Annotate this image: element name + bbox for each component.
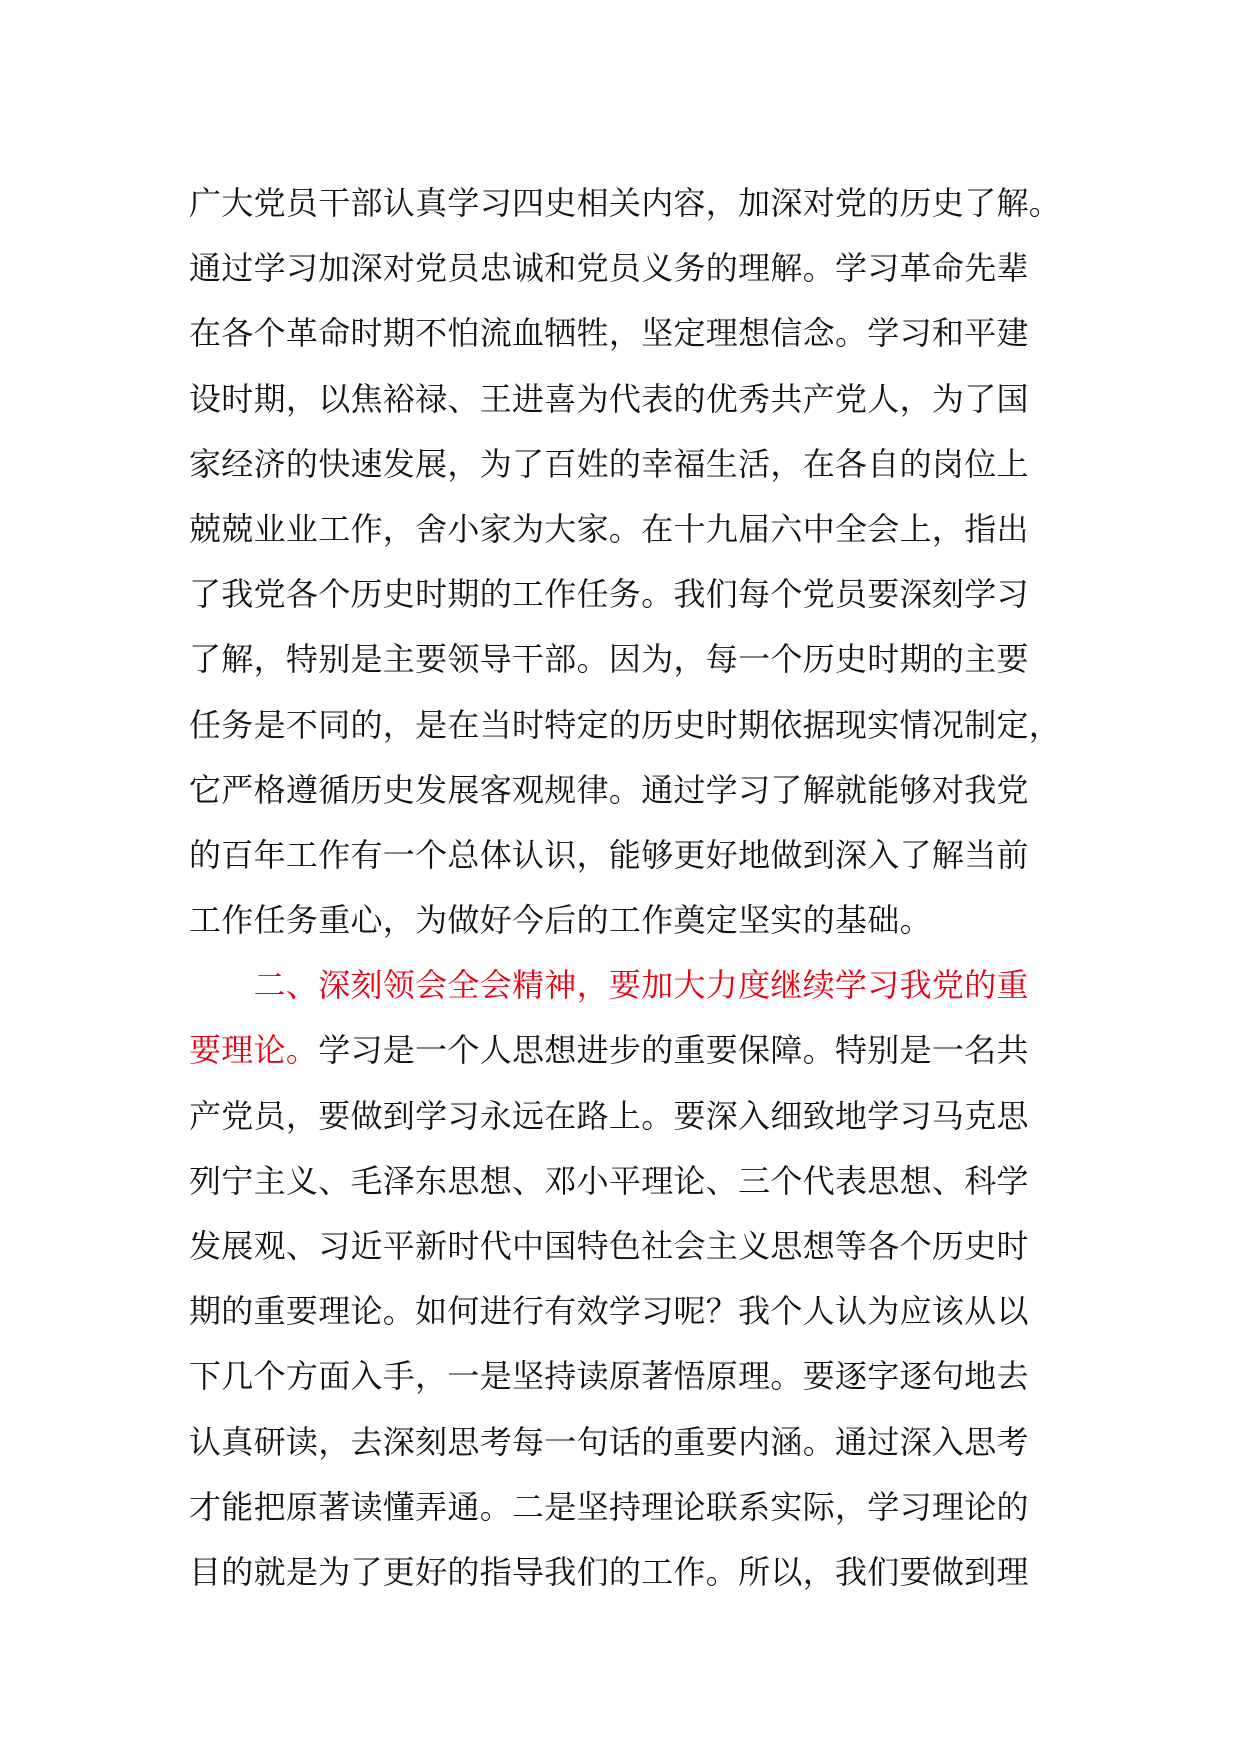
text-line: 列宁主义、毛泽东思想、邓小平理论、三个代表思想、科学 <box>189 1161 1029 1200</box>
section-heading-end: 要理论。 <box>189 1031 319 1070</box>
text-line: 发展观、习近平新时代中国特色社会主义思想等各个历史时 <box>189 1227 1029 1265</box>
text-line: 认真研读，去深刻思考每一句话的重要内涵。通过深入思考 <box>189 1422 1029 1461</box>
text-line: 目的就是为了更好的指导我们的工作。所以，我们要做到理 <box>189 1552 1029 1591</box>
text-line: 了解，特别是主要领导干部。因为，每一个历史时期的主要 <box>189 640 1029 679</box>
text-line: 的百年工作有一个总体认识，能够更好地做到深入了解当前 <box>189 835 1029 874</box>
text-line: 才能把原著读懂弄通。二是坚持理论联系实际，学习理论的 <box>189 1487 1029 1526</box>
text-line: 期的重要理论。如何进行有效学习呢？我个人认为应该从以 <box>189 1292 1029 1331</box>
text-line: 了我党各个历史时期的工作任务。我们每个党员要深刻学习 <box>189 575 1029 614</box>
text-segment: 学习是一个人思想进步的重要保障。特别是一名共 <box>318 1031 1029 1070</box>
body-text <box>189 171 1062 1605</box>
text-line: 广大党员干部认真学习四史相关内容，加深对党的历史了解。 <box>189 184 1062 222</box>
text-line: 任务是不同的，是在当时特定的历史时期依据现实情况制定， <box>189 705 1062 744</box>
text-line: 工作任务重心，为做好今后的工作奠定坚实的基础。 <box>189 901 932 940</box>
text-line: 设时期，以焦裕禄、王进喜为代表的优秀共产党人，为了国 <box>189 379 1029 418</box>
text-line: 在各个革命时期不怕流血牺牲，坚定理想信念。学习和平建 <box>189 314 1029 353</box>
text-line: 产党员，要做到学习永远在路上。要深入细致地学习马克思 <box>189 1096 1029 1135</box>
section-heading-line: 二、深刻领会全会精神，要加大力度继续学习我党的重 <box>189 966 1029 1005</box>
text-line <box>189 1018 1059 1083</box>
text-line: 通过学习加深对党员忠诚和党员义务的理解。学习革命先辈 <box>189 249 1029 288</box>
text-line: 它严格遵循历史发展客观规律。通过学习了解就能够对我党 <box>189 770 1029 809</box>
text-line: 下几个方面入手，一是坚持读原著悟原理。要逐字逐句地去 <box>189 1357 1029 1396</box>
text-line: 家经济的快速发展，为了百姓的幸福生活，在各自的岗位上 <box>189 444 1029 483</box>
text-line: 兢兢业业工作，舍小家为大家。在十九届六中全会上，指出 <box>189 509 1029 548</box>
